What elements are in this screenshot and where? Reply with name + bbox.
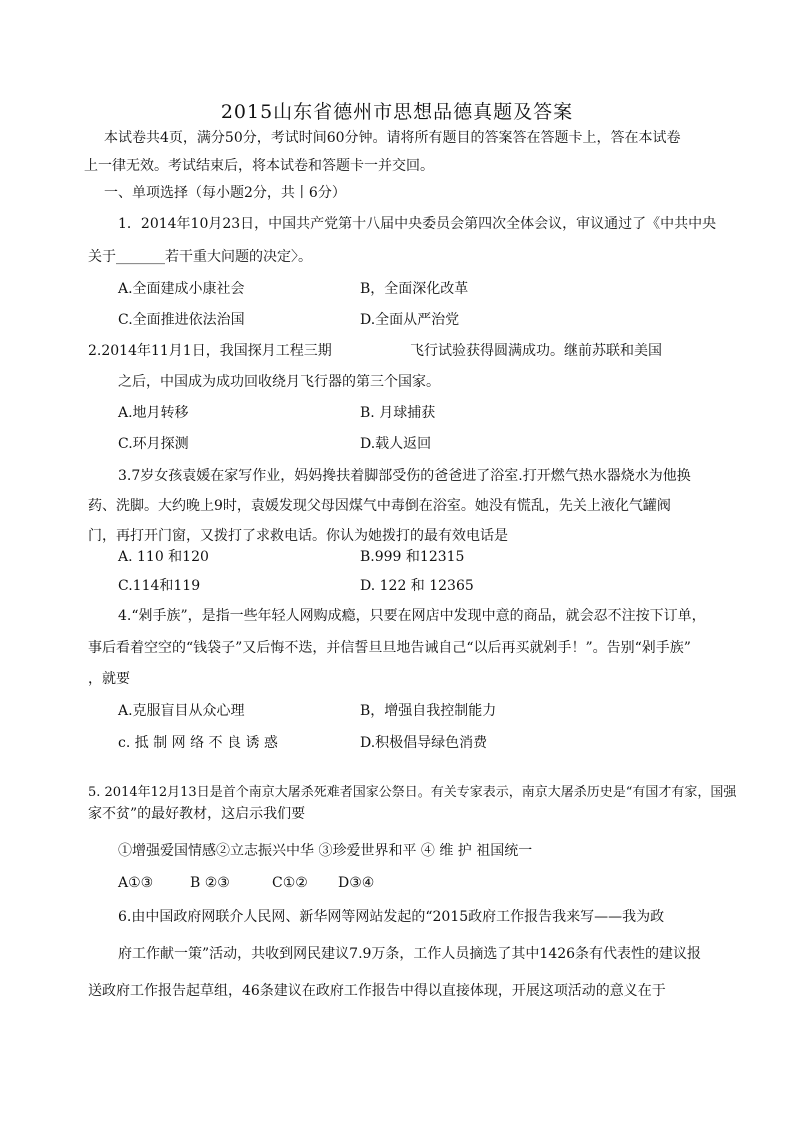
q4-option-a: A.克服盲目从众心理 (118, 703, 245, 719)
q3-option-d: D. 122 和 12365 (360, 578, 474, 594)
q3-option-c: C.114和119 (118, 578, 201, 594)
q5-stem-line-2: 家不贫”的最好教材，这启示我们要 (88, 806, 306, 822)
q6-stem-line-2: 府工作献一策”活动，共收到网民建议7.9万条，工作人员摘选了其中1426条有代表性的建议报 (118, 946, 702, 962)
q5-option-c: C①② (272, 875, 308, 891)
q1-option-a: A.全面建成小康社会 (118, 281, 245, 297)
q5-option-a: A①③ (118, 875, 154, 891)
intro-line-1: 本试卷共4页，满分50分，考试时间60分钟。请将所有题目的答案答在答题卡上，答在本试卷 (104, 130, 681, 146)
q1-stem-line-1: 1．2014年10月23日，中国共产党第十八届中央委员会第四次全体会议，审议通过了《中共中央 (118, 216, 717, 232)
q5-option-b: B ②③ (190, 875, 230, 891)
q4-stem-line-2: 事后看着空空的“钱袋子”又后悔不迭，并信誓旦旦地告诫自己“以后再买就剁手！”。告别“剁手族” (88, 640, 691, 656)
section-heading: 一、单项选择（每小题2分，共丨6分） (104, 185, 346, 201)
q3-option-a: A. 110 和120 (118, 549, 209, 565)
q5-stem-line-1: 5. 2014年12月13日是首个南京大屠杀死难者国家公祭日。有关专家表示，南京大屠杀历史是“有国才有家，国强 (88, 785, 737, 800)
q3-stem-line-2: 药、洗脚。大约晚上9时，袁媛发现父母因煤气中毒倒在浴室。她没有慌乱，先关上液化气罐阀 (88, 498, 671, 514)
q3-stem-line-3: 门，再打开门窗，又拨打了求救电话。你认为她拨打的最有效电话是 (88, 528, 508, 544)
q4-option-d: D.积极倡导绿色消费 (360, 735, 488, 751)
document-title: 2015山东省德州市思想品德真题及答案 (220, 101, 574, 123)
q3-stem-line-1: 3.7岁女孩袁媛在家写作业，妈妈搀扶着脚部受伤的爸爸进了浴室.打开燃气热水器烧水为他换 (118, 468, 691, 484)
q5-option-d: D③④ (338, 875, 375, 891)
q1-option-b: B，全面深化改革 (360, 281, 469, 297)
q4-stem-line-1: 4.“剁手族”，是指一些年轻人网购成瘾，只要在网店中发现中意的商品，就会忍不注按下订单， (118, 608, 706, 624)
q2-stem-line-1b: 飞行试验获得圆满成功。继前苏联和美国 (410, 343, 662, 359)
q3-option-b: B.999 和12315 (360, 549, 465, 565)
q6-stem-line-1: 6.由中国政府网联介人民网、新华网等网站发起的“2015政府工作报告我来写——我为政 (118, 909, 665, 925)
q2-stem-line-2: 之后，中国成为成功回收绕月飞行器的第三个国家。 (118, 374, 440, 390)
q1-option-d: D.全面从严治党 (360, 312, 460, 328)
q5-statements: ①增强爱国情感②立志振兴中华 ③珍爱世界和平 ④ 维 护 祖国统一 (118, 843, 533, 859)
q4-option-b: B，增强自我控制能力 (360, 703, 497, 719)
q2-option-b: B. 月球捕获 (360, 405, 436, 421)
q1-option-c: C.全面推进依法治国 (118, 312, 245, 328)
q4-stem-line-3: ，就要 (88, 671, 130, 687)
q2-option-c: C.环月探测 (118, 436, 189, 452)
q2-option-a: A.地月转移 (118, 405, 189, 421)
q6-stem-line-3: 送政府工作报告起草组，46条建议在政府工作报告中得以直接体现，开展这项活动的意义在于 (88, 983, 666, 999)
q2-option-d: D.载人返回 (360, 436, 432, 452)
intro-line-2: 上一律无效。考试结束后，将本试卷和答题卡一并交回。 (84, 158, 434, 174)
q2-stem-line-1a: 2.2014年11月1日，我国探月工程三期 (88, 343, 332, 359)
q1-stem-line-2: 关于_______若干重大问题的决定〉。 (88, 249, 312, 265)
q4-option-c: c. 抵 制 网 络 不 良 诱 惑 (118, 735, 278, 751)
